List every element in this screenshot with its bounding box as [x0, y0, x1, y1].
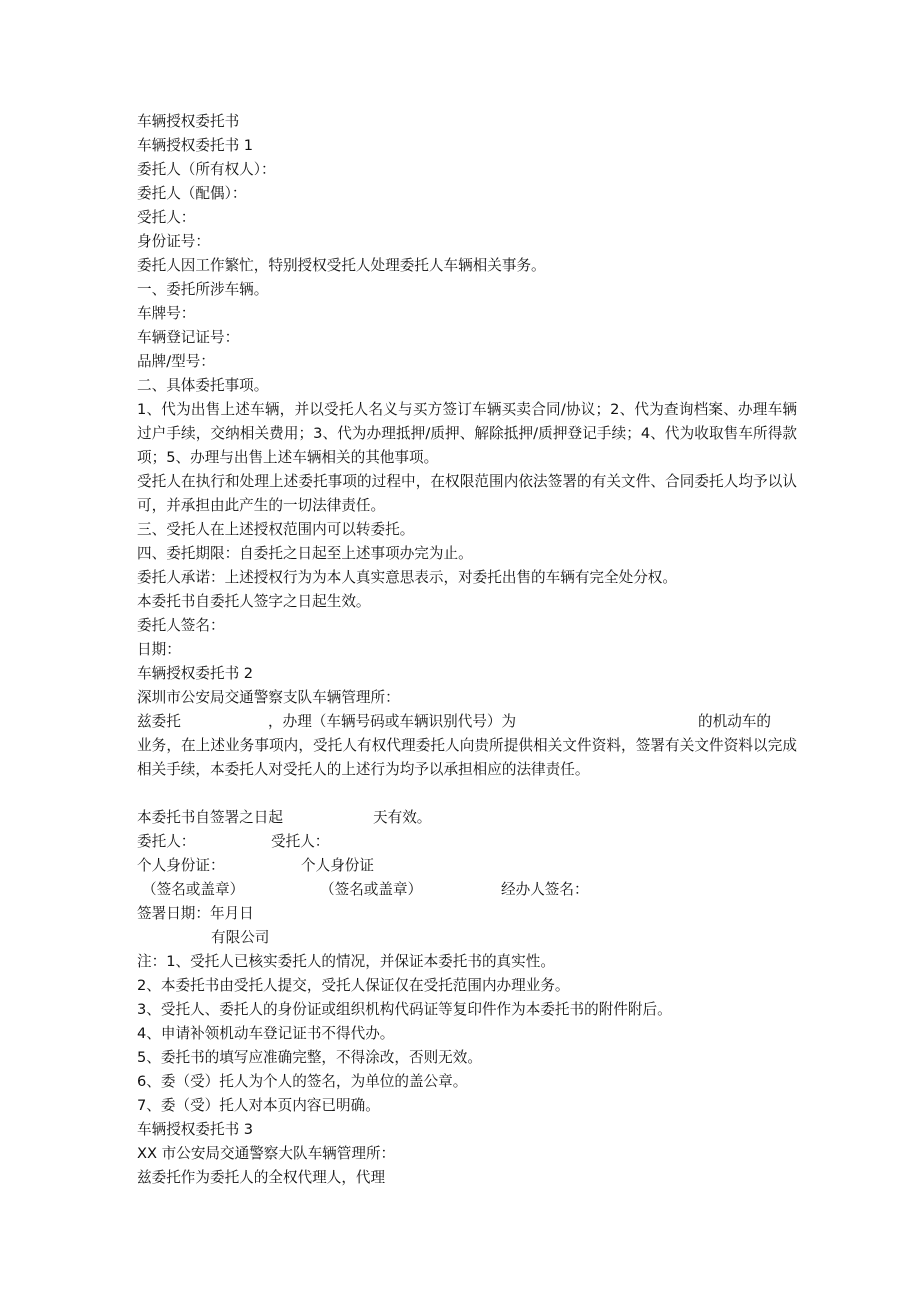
agent-line: 受托人：	[137, 209, 196, 226]
section-1-heading: 车辆授权委托书 1	[137, 137, 254, 154]
recognition-paragraph: 受托人在执行和处理上述委托事项的过程中，在权限范围内依法签署的有关文件、合同委托人均予以认可，并承担由此产生的一切法律责任。	[137, 473, 797, 514]
principal-seal-label: （签名或盖章）	[142, 881, 245, 898]
principal-id-label: 个人身份证：	[137, 857, 225, 874]
plate-number-line: 车牌号：	[137, 305, 196, 322]
validity-line	[137, 806, 797, 830]
registration-cert-line: 车辆登记证号：	[137, 329, 240, 346]
effective-line: 本委托书自委托人签字之日起生效。	[137, 593, 371, 610]
delegation-text-c: 的机动车的	[698, 713, 771, 730]
parties-line	[137, 830, 797, 854]
company-line	[137, 926, 797, 950]
intro-text: 委托人因工作繁忙，特别授权受托人处理委托人车辆相关事务。	[137, 257, 546, 274]
business-paragraph: 业务，在上述业务事项内，受托人有权代理委托人向贵所提供相关文件资料，签署有关文件资料以完成相关手续，本委托人对受托人的上述行为均予以承担相应的法律责任。	[137, 737, 797, 778]
matters-paragraph: 1、代为出售上述车辆，并以受托人名义与买方签订车辆买卖合同/协议；2、代为查询档案、办理车辆过户手续，交纳相关费用；3、代为办理抵押/质押、解除抵押/质押登记手续；4、代为收取售车所得款项；5、办理与出售上述车辆相关的其他事项。	[137, 401, 797, 466]
addressee-line: 深圳市公安局交通警察支队车辆管理所：	[137, 689, 400, 706]
term-line: 四、委托期限：自委托之日起至上述事项办完为止。	[137, 545, 473, 562]
note-item: 2、本委托书由受托人提交，受托人保证仅在受托范围内办理业务。	[137, 977, 570, 994]
delegation-line	[137, 710, 797, 734]
id-card-line	[137, 854, 797, 878]
section-3-heading: 车辆授权委托书 3	[137, 1121, 254, 1138]
brand-model-line: 品牌/型号：	[137, 353, 215, 370]
agent-seal-label: （签名或盖章）	[320, 881, 423, 898]
sub-delegation-line: 三、受托人在上述授权范围内可以转委托。	[137, 521, 415, 538]
section-matters-heading: 二、具体委托事项。	[137, 377, 269, 394]
handler-signature-label: 经办人签名：	[501, 881, 589, 898]
delegation-text-b: ，办理（车辆号码或车辆识别代号）为	[268, 713, 517, 730]
section-vehicle-heading: 一、委托所涉车辆。	[137, 281, 269, 298]
agent-label: 受托人：	[271, 833, 330, 850]
delegation-text-a: 兹委托	[137, 713, 181, 730]
section-3-addressee: XX 市公安局交通警察大队车辆管理所：	[137, 1145, 396, 1162]
note-item: 5、委托书的填写应准确完整，不得涂改，否则无效。	[137, 1049, 482, 1066]
principal-spouse-line: 委托人（配偶）：	[137, 185, 247, 202]
document-body	[137, 110, 797, 1190]
section-3-text: 兹委托作为委托人的全权代理人，代理	[137, 1169, 386, 1186]
principal-owner-line: 委托人（所有权人）：	[137, 161, 276, 178]
signature-line: 委托人签名：	[137, 617, 225, 634]
section-2-heading: 车辆授权委托书 2	[137, 665, 254, 682]
id-number-line: 身份证号：	[137, 233, 210, 250]
sign-date-line: 签署日期：年月日	[137, 905, 254, 922]
promise-line: 委托人承诺：上述授权行为为本人真实意思表示，对委托出售的车辆有完全处分权。	[137, 569, 677, 586]
note-item: 注：1、受托人已核实委托人的情况，并保证本委托书的真实性。	[137, 953, 555, 970]
seal-line	[137, 878, 797, 902]
agent-id-label: 个人身份证	[301, 857, 374, 874]
date-line: 日期：	[137, 641, 181, 658]
company-label: 有限公司	[211, 929, 270, 946]
principal-label: 委托人：	[137, 833, 196, 850]
validity-text-b: 天有效。	[373, 809, 432, 826]
document-title: 车辆授权委托书	[137, 113, 240, 130]
note-item: 4、申请补领机动车登记证书不得代办。	[137, 1025, 395, 1042]
note-item: 3、受托人、委托人的身份证或组织机构代码证等复印件作为本委托书的附件附后。	[137, 1001, 672, 1018]
note-item: 6、委（受）托人为个人的签名，为单位的盖公章。	[137, 1073, 468, 1090]
note-item: 7、委（受）托人对本页内容已明确。	[137, 1097, 380, 1114]
validity-text-a: 本委托书自签署之日起	[137, 809, 283, 826]
